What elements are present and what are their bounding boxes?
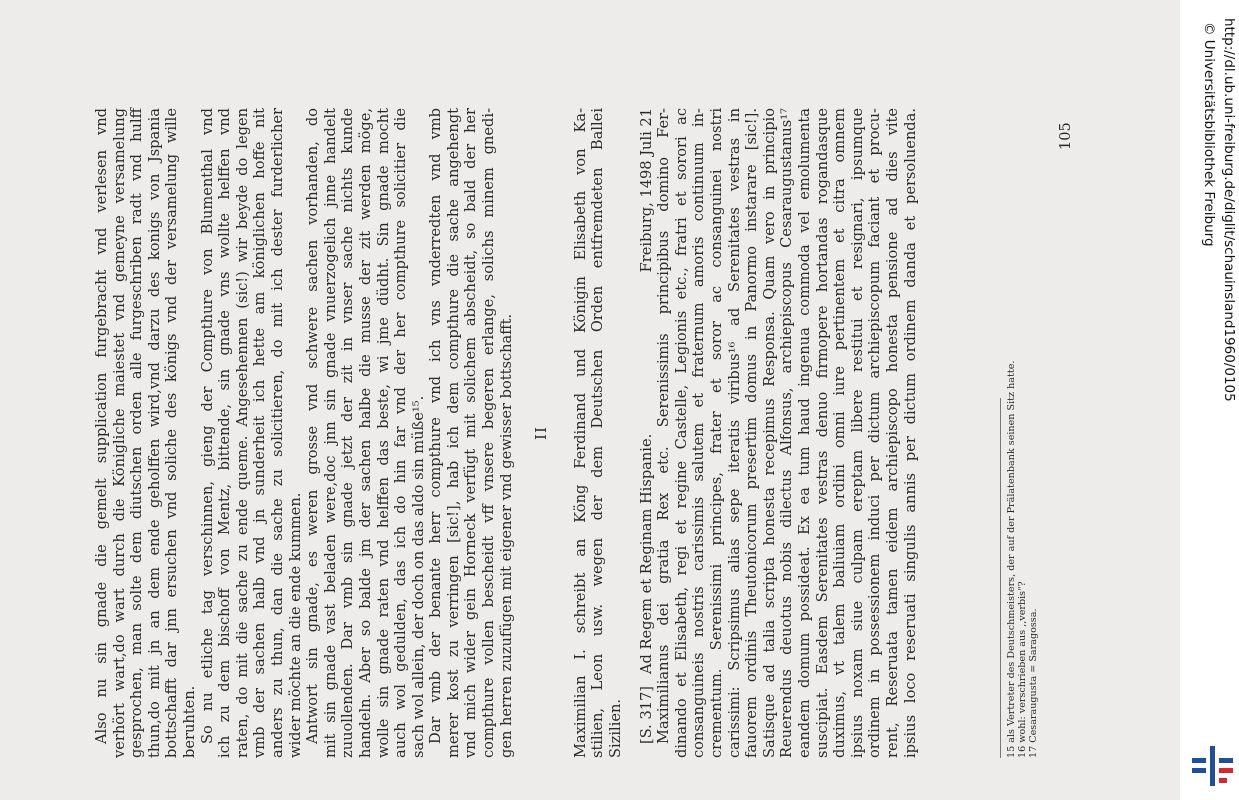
text-line: wider möchte an die ende kummen. bbox=[286, 492, 304, 758]
text-line: beruhten. bbox=[180, 685, 198, 758]
text-line: Maximilianus dei gratia Rex etc. Serenissimis principibus domino Fer- bbox=[655, 108, 673, 744]
text-line: auch wol gedulden, das ich do hin far vnd der her compthure solicitier die bbox=[392, 108, 410, 758]
source-url-link[interactable]: http://dl.ub.uni-freiburg.de/diglit/schauinsland1960/0105 bbox=[1221, 18, 1237, 402]
text-line: Satisque ad talia scripta honesta recepimus Responsa. Quam vero in principio bbox=[760, 108, 778, 758]
text-line: Dar vmb der benante herr compthure vnd ich vns vnderredten vnd vmb bbox=[427, 108, 445, 744]
page-body bbox=[93, 108, 919, 758]
text-line: thun,do mit jn an dem ende geholffen wird,vnd darzu des konigs von Jspania bbox=[145, 108, 163, 758]
text-line: fauorem ordinis Theutonicorum presertim domus in Panormo instarare [sic!]. bbox=[743, 108, 761, 758]
text-line: duximus, vt talem baliuiam ordini omni iure pertinentem et citra omnem bbox=[831, 108, 849, 758]
text-line: ordinem in possessionem induci per dictum archiepiscopum faciant et procu- bbox=[866, 108, 884, 758]
text-line: sach wol allein, der doch on das aldo sin müße¹⁵. bbox=[409, 395, 427, 758]
footnote: 17 Cesaraugusta = Saragossa. bbox=[1028, 608, 1039, 758]
text-line: consanguineis nostris carissimis salutem et fraternum amoris continuum in- bbox=[690, 108, 708, 758]
text-line: gesprochen, man solte dem diutschen orden alle furgeschriben radt vnd hulff bbox=[128, 108, 146, 758]
text-line: bottschafft dar jnn ersuchen vnd soliche des königs vnd der versamelung wille bbox=[163, 108, 181, 758]
text-line: So nu etliche tag verschinnen, gieng der Compthure von Blumenthal vnd bbox=[198, 108, 216, 744]
text-line: Antwort sin gnade, es weren grosse vnd schwere sachen vorhanden, do bbox=[304, 108, 322, 744]
text-line: handeln. Aber so balde jm der sachen halbe die musse der zit werden möge, bbox=[356, 108, 374, 758]
paragraph-2 bbox=[199, 108, 305, 758]
text-line: raten, do mit die sache zu ende queme. Angesehennen (sic!) wir beyde do legen bbox=[233, 108, 251, 758]
section-numeral: II bbox=[532, 426, 551, 440]
text-line: ich zu dem bischoff von Mentz, bittende, sin gnade vns wollte helffen vnd bbox=[216, 108, 234, 758]
text-line: stilien, Leon usw. wegen der dem Deutschen Orden entfremdeten Ballei bbox=[589, 108, 607, 758]
place-date: Freiburg, 1498 Juli 21 bbox=[637, 108, 655, 273]
text-line: ipsius noxam siue culpam ereptam libere restitui et resignari, ipsumque bbox=[848, 108, 866, 758]
text-line: Reuerendus deuotus nobis dilectus Alfonsus, archiepiscopus Cesaraugustanus¹⁷ bbox=[778, 108, 796, 758]
paragraph-3 bbox=[304, 108, 427, 758]
text-line: merer kost zu verringen [sic!], hab ich dem compthure die sache angehengt bbox=[444, 108, 462, 758]
text-line: mit sin gnade vast beladen were,doc jnn sin gnade vnuerzogelich jnne handelt bbox=[321, 108, 339, 758]
text-line: carissimi: Scripsimus alias sepe iteratis viribus¹⁶ ad Serenitates vestras in bbox=[725, 108, 743, 758]
copyright-notice: © Universitätsbibliothek Freiburg bbox=[1201, 22, 1217, 247]
text-line: zuuollenden. Dar vmb sin gnade jetzt der zit in vnser sache nichts kunde bbox=[339, 108, 357, 758]
footnotes bbox=[1000, 360, 1039, 758]
text-line: Also nu sin gnade die gemelt supplication furgebracht vnd verlesen vnd bbox=[93, 108, 110, 744]
text-line: suscipiat. Easdem Serenitates vestras denuo firmopere hortandas rogandasque bbox=[813, 108, 831, 758]
text-line: ipsius loco reseruati singulis annis per dictum ordinem danda et persoluenda. bbox=[901, 108, 919, 758]
paragraph-1 bbox=[93, 108, 199, 758]
library-logo-icon bbox=[1190, 744, 1234, 788]
salutation-text: Ad Regem et Reginam Hispanie. bbox=[637, 433, 655, 674]
text-line: dinando et Elisabeth, regi et regine Castelle, Legionis etc., fratri et sorori ac bbox=[672, 108, 690, 758]
text-line: rent, Reseruata tamen eidem archiepiscopo honesta pensione ad dies vite bbox=[883, 108, 901, 758]
text-line: vmb der sachen halb vnd jn sunderheit ich hette am königlichen hoffe nit bbox=[251, 108, 269, 758]
side-strip-text bbox=[1187, 18, 1239, 778]
text-line: crementum. Serenissimi principes, frater et soror ac consanguinei nostri bbox=[708, 108, 725, 758]
text-line: verhört wart,do wart durch die Königliche maiestet vnd gemeyne versamelung bbox=[110, 108, 128, 758]
text-line: wolle sin gnade raten vnd helffen das beste, wi jme düdht. Sin gnade mocht bbox=[374, 108, 392, 758]
letter-heading bbox=[572, 108, 625, 758]
text-line: gen herren zuzufügen mit eigener vnd gewisser bottschafft. bbox=[497, 313, 515, 758]
footnote: 16 wohl: verschrieben aus ,,verbis"? bbox=[1017, 581, 1028, 758]
letter-body bbox=[655, 108, 919, 758]
text-line: Maximilian I. schreibt an Köng Ferdinand und Königin Elisabeth von Ka- bbox=[571, 108, 589, 758]
paragraph-4 bbox=[427, 108, 515, 758]
page-reference: [S. 317] bbox=[637, 686, 655, 744]
text-line: compthure vollen bescheidt vff vnsere begeren erlange, solichs minem gnedi- bbox=[480, 108, 498, 758]
page-number: 105 bbox=[1058, 122, 1074, 150]
text-line: anders zu thun, dan die sache zu solicitieren, do mit ich dester furderlicher bbox=[268, 108, 286, 758]
text-line: eandem domum possideat. Ex ea tum haud ingenua commoda vel emolumenta bbox=[795, 108, 813, 758]
footnote: 15 als Vertreter des Deutschmeisters, der auf der Prälatenbank seinen Sitz hatte. bbox=[1006, 360, 1017, 758]
text-line: vnd mich wider gein Horneck verfügt mit solichem abscheidt, so bald der her bbox=[462, 108, 480, 758]
text-line: Sizilien. bbox=[607, 698, 625, 758]
